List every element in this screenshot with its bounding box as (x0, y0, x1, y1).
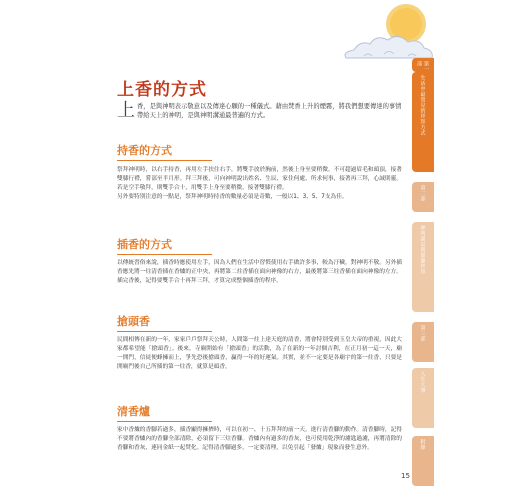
section-heading-first-incense: 搶頭香 (117, 313, 212, 332)
section-body-holding (117, 166, 402, 202)
section-heading-inserting: 插香的方式 (117, 236, 212, 255)
section-heading-holding: 持香的方式 (117, 142, 212, 161)
tab-label: 生活中最常見的拜拜方式 (419, 75, 426, 136)
dropcap: 上 (117, 100, 135, 121)
paragraph: 民間相傳在新的一年，家家戶戶祭拜天公時，人間第一炷上達天庭的清香，將會特別受到玉皇大帝的重視，因此大家都希望能「搶頭香」。後來，寺廟開始有「搶頭香」的活動，為了在新的一年討個吉利，在正月初一這一天，廟一開門，信徒便蜂擁而上，爭先恐後搶頭香，贏得一年的好運氣。其實，並不一定要是各廟宇的第一炷香，只要是開廟門後自己所插的第一炷香，就算是頭香。 (117, 337, 402, 370)
tab-label: 第一部 (416, 61, 429, 72)
tab-part1[interactable] (412, 58, 434, 72)
intro-paragraph (117, 102, 405, 120)
section-body-first-incense (117, 336, 402, 372)
tab-part1-title[interactable] (412, 72, 434, 172)
tab-label: 第三部 (419, 325, 426, 342)
tab-part2-title[interactable] (412, 222, 434, 312)
page-number: 15 (401, 472, 410, 480)
section-body-cleaning (117, 426, 402, 453)
tab-label: 附錄 (419, 439, 426, 450)
chapter-tabs (412, 0, 434, 500)
paragraph: 祭拜神明時，以右手持香，再用左手扶住右手，將雙手放於胸前，然後上身至要稍微。不可超過眉毛和頭頂，接著雙膝行禮，嘗部至半月形。拜三拜後，可向神明說出姓名、生辰、家住何處、所求何事，接著再三拜，心誠則靈。若是空手敬拜，則雙手合十，用雙手上身至要稍微，接著雙膝行禮。 (117, 167, 402, 191)
tab-part3-title[interactable] (412, 368, 434, 428)
intro-text: 香，是與神明表示敬意以及傳達心願的一種儀式。藉由焚香上升的煙霧，將我們想要傳達的事情帶給天上的神明，是與神明溝通最普遍的方式。 (137, 103, 402, 119)
tab-appendix[interactable] (412, 436, 434, 486)
section-body-inserting (117, 259, 402, 286)
paragraph: 家中香爐的香腳若過多，插香顯得擁擠時，可以在初一、十五拜拜的前一天，進行清香腳的動作。清香腳時，記得不要將香爐內的香腳全部清除，必須留下三炷香腳。香爐內有過多的香灰，也可使用乾淨的濾匙過濾，再將清除的香腳和香灰，連同金紙一起焚化。記得清香腳過多，一定要清理，以免引起「發爐」現象而發生意外。 (117, 427, 402, 451)
tab-part2[interactable] (412, 182, 434, 212)
tab-part3[interactable] (412, 322, 434, 362)
tab-label: 人生大事 (419, 371, 426, 393)
page-title: 上香的方式 (117, 80, 207, 100)
paragraph: 另外要特別注意的一點是，祭拜神明時持香的數量必須是奇數，一般以1、3、5、7支為佳。 (117, 194, 348, 200)
tab-label: 第二部 (419, 185, 426, 202)
tab-label: 神明誕辰與節慶拜拜 (419, 225, 426, 275)
section-heading-cleaning: 清香爐 (117, 403, 212, 422)
paragraph: 以傳統習俗來說，插香時應使用左手，因為人們在生活中習慣使用右手做許多事，較為汙穢，對神明不敬。另外插香應先將一炷清香插在香爐的正中央，再將第二炷香插在面向神像的右方，最後將第三炷香插在面向神像的左方。插完香後，記得要雙手合十再拜三拜，才算完成整個插香的程序。 (117, 260, 402, 284)
